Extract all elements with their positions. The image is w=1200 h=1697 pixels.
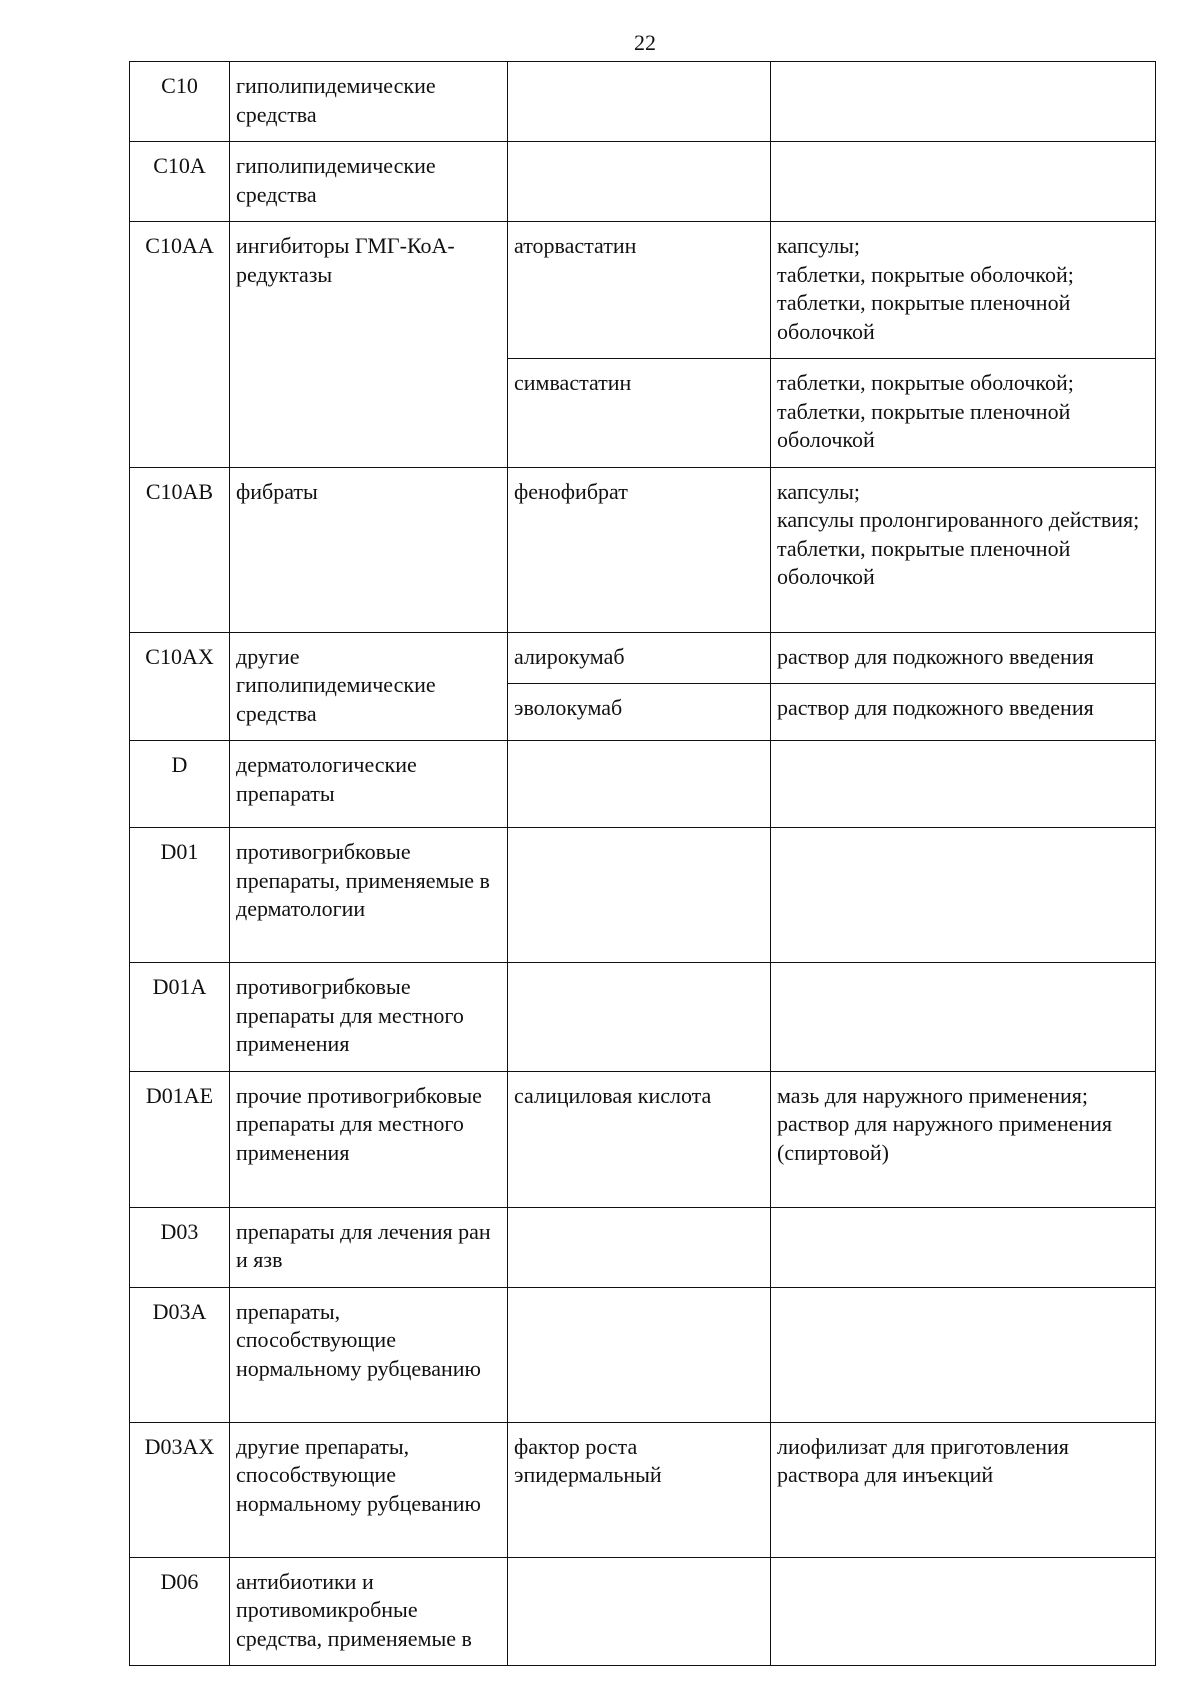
- atc-code: D01AE: [130, 1071, 230, 1207]
- dosage-form: таблетки, покрытые оболочкой;: [777, 370, 1074, 395]
- table-row: [130, 1071, 1156, 1207]
- dosage-forms: [771, 828, 1156, 963]
- dosage-form: таблетки, покрытые оболочкой;: [777, 261, 1074, 287]
- table-row: [130, 467, 1156, 632]
- dosage-forms: [771, 963, 1156, 1072]
- drug-name: [508, 142, 771, 222]
- dosage-form: раствор для подкожного введения: [777, 643, 1094, 669]
- dosage-forms: [771, 467, 1156, 632]
- dosage-forms: [771, 62, 1156, 142]
- group-name: другие препараты, способствующие нормальному рубцеванию: [230, 1422, 508, 1557]
- atc-code: D03A: [130, 1287, 230, 1422]
- dosage-forms: [771, 1207, 1156, 1287]
- dosage-forms: [771, 684, 1156, 741]
- drug-name: фактор роста эпидермальный: [508, 1422, 771, 1557]
- atc-code: C10: [130, 62, 230, 142]
- dosage-form: лиофилизат для приготовления раствора для инъекций: [777, 1433, 1069, 1487]
- group-name: противогрибковые препараты для местного применения: [230, 963, 508, 1072]
- drug-name: [508, 1287, 771, 1422]
- atc-code: D01: [130, 828, 230, 963]
- dosage-form: таблетки, покрытые пленочной оболочкой: [777, 398, 1071, 452]
- dosage-forms: [771, 632, 1156, 684]
- atc-code: C10AA: [130, 222, 230, 468]
- dosage-form: раствор для наружного применения (спиртовой): [777, 1111, 1113, 1165]
- dosage-forms: [771, 1557, 1156, 1666]
- drug-name: салициловая кислота: [508, 1071, 771, 1207]
- group-name: прочие противогрибковые препараты для местного применения: [230, 1071, 508, 1207]
- page-number: 22: [634, 30, 656, 55]
- atc-code: C10AX: [130, 632, 230, 741]
- group-name: противогрибковые препараты, применяемые в дерматологии: [230, 828, 508, 963]
- dosage-forms: [771, 1422, 1156, 1557]
- drug-name: [508, 828, 771, 963]
- dosage-form: капсулы пролонгированного действия;: [777, 507, 1140, 532]
- drug-name: аторвастатин: [508, 222, 771, 359]
- dosage-form: мазь для наружного применения;: [777, 1082, 1089, 1108]
- atc-code: D01A: [130, 963, 230, 1072]
- drug-name: алирокумаб: [508, 632, 771, 684]
- atc-code: C10A: [130, 142, 230, 222]
- dosage-form: капсулы;: [777, 233, 860, 258]
- drug-name: [508, 1207, 771, 1287]
- atc-code: D06: [130, 1557, 230, 1666]
- atc-code: D: [130, 741, 230, 828]
- group-name: антибиотики и противомикробные средства, применяемые в: [230, 1557, 508, 1666]
- table-row: [130, 1287, 1156, 1422]
- group-name: дерматологические препараты: [230, 741, 508, 828]
- dosage-forms: [771, 359, 1156, 468]
- atc-code: D03AX: [130, 1422, 230, 1557]
- atc-code: C10AB: [130, 467, 230, 632]
- group-name: другие гиполипидемические средства: [230, 632, 508, 741]
- atc-code: D03: [130, 1207, 230, 1287]
- table-row: [130, 222, 1156, 359]
- drug-name: эволокумаб: [508, 684, 771, 741]
- drug-name: [508, 963, 771, 1072]
- group-name: гиполипидемические средства: [230, 142, 508, 222]
- table-row: [130, 1557, 1156, 1666]
- dosage-form: раствор для подкожного введения: [777, 695, 1094, 721]
- table-row: [130, 1422, 1156, 1557]
- dosage-forms: [771, 142, 1156, 222]
- table-row: [130, 62, 1156, 142]
- dosage-forms: [771, 222, 1156, 359]
- table-row: [130, 632, 1156, 684]
- group-name: препараты, способствующие нормальному рубцеванию: [230, 1287, 508, 1422]
- group-name: фибраты: [230, 467, 508, 632]
- table-row: [130, 741, 1156, 828]
- drug-name: [508, 741, 771, 828]
- table-row: [130, 828, 1156, 963]
- group-name: препараты для лечения ран и язв: [230, 1207, 508, 1287]
- drug-table: [129, 61, 1156, 1666]
- drug-name: фенофибрат: [508, 467, 771, 632]
- drug-name: симвастатин: [508, 359, 771, 468]
- table-row: [130, 142, 1156, 222]
- dosage-forms: [771, 741, 1156, 828]
- table-row: [130, 1207, 1156, 1287]
- group-name: ингибиторы ГМГ-КоА-редуктазы: [230, 222, 508, 468]
- dosage-form: таблетки, покрытые пленочной оболочкой: [777, 535, 1071, 589]
- dosage-forms: [771, 1071, 1156, 1207]
- group-name: гиполипидемические средства: [230, 62, 508, 142]
- table-row: [130, 963, 1156, 1072]
- dosage-form: таблетки, покрытые пленочной оболочкой: [777, 290, 1071, 344]
- dosage-form: капсулы;: [777, 478, 860, 504]
- drug-name: [508, 1557, 771, 1666]
- dosage-forms: [771, 1287, 1156, 1422]
- drug-name: [508, 62, 771, 142]
